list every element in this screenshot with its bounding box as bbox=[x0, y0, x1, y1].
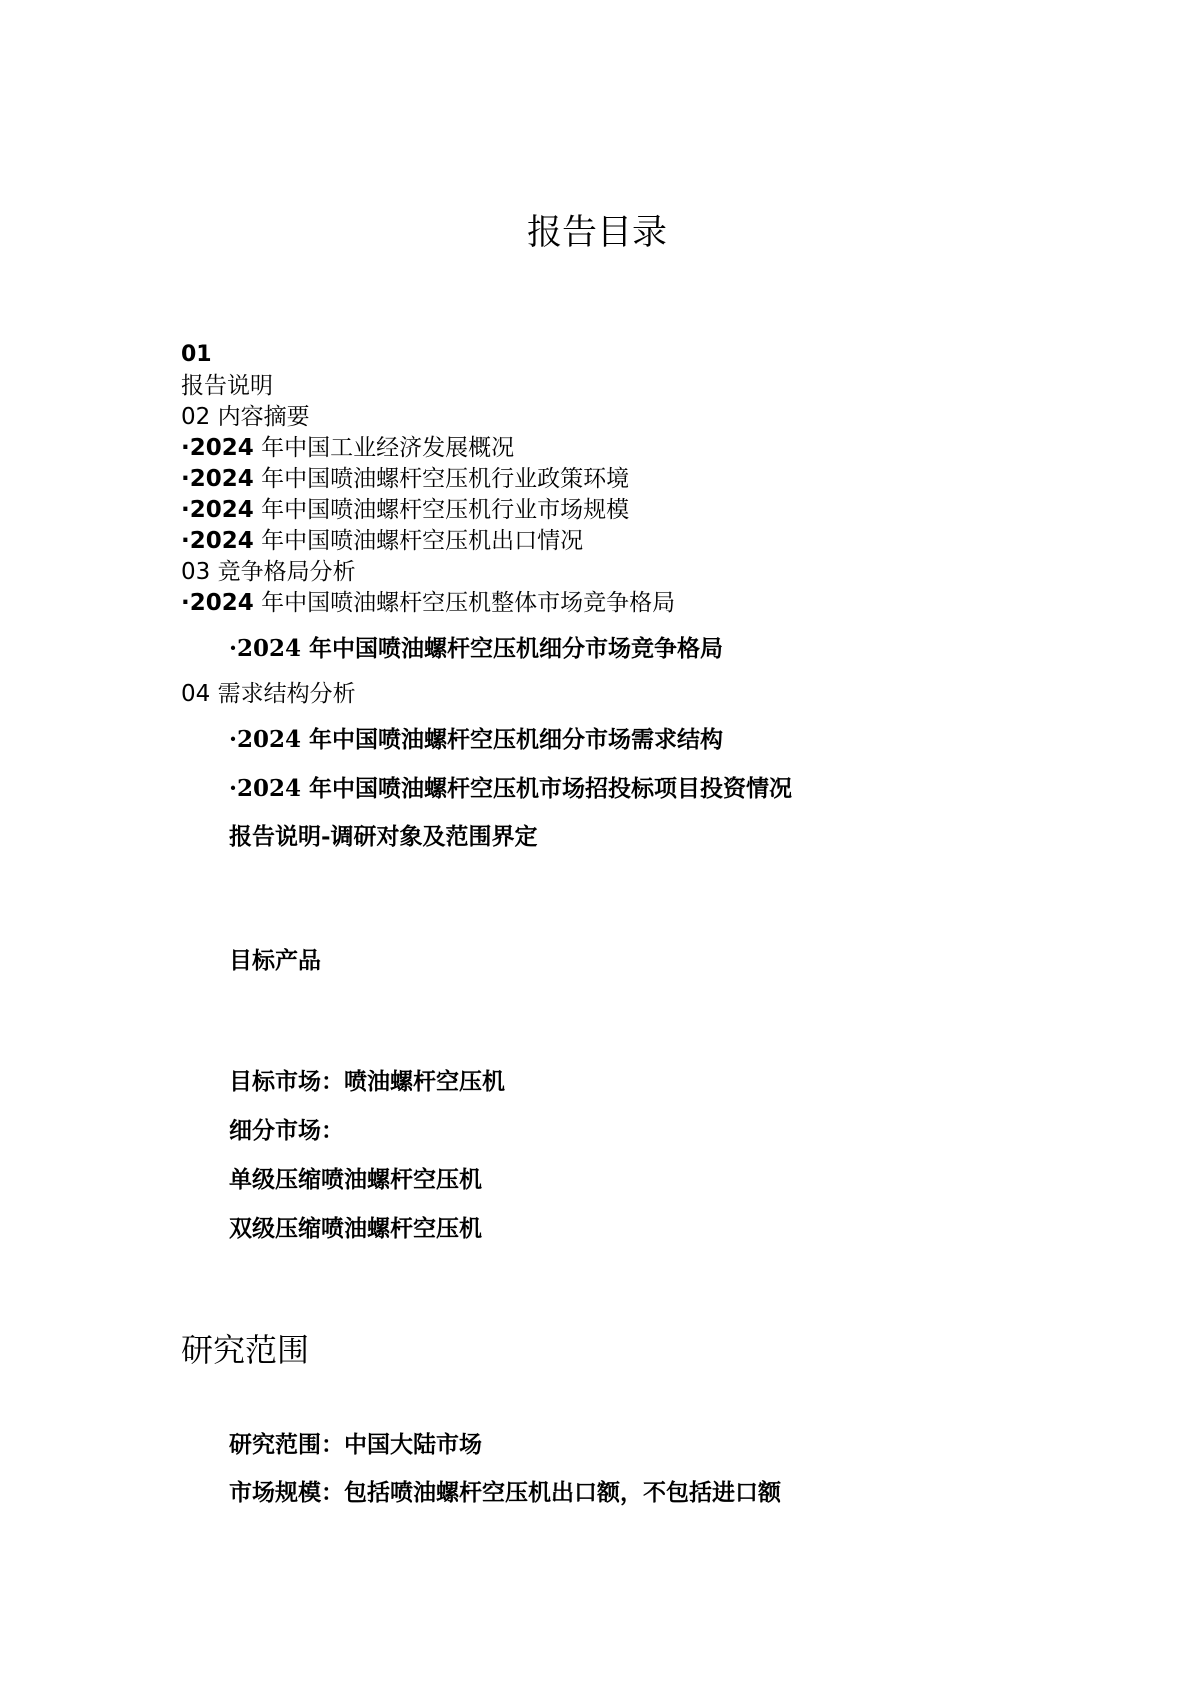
toc-item-year: ·2024 bbox=[229, 726, 302, 753]
toc-item-text: 年中国喷油螺杆空压机整体市场竞争格局 bbox=[261, 590, 676, 616]
section-02-title: 内容摘要 bbox=[217, 404, 310, 430]
toc-item-text: 年中国喷油螺杆空压机细分市场竞争格局 bbox=[309, 635, 724, 662]
section-03-heading bbox=[181, 561, 356, 584]
toc-item-year: ·2024 bbox=[181, 435, 254, 461]
section-04-heading bbox=[181, 683, 356, 706]
toc-item-year: ·2024 bbox=[229, 775, 302, 802]
toc-item bbox=[181, 437, 514, 460]
section-02-heading bbox=[181, 406, 310, 429]
toc-item-year: ·2024 bbox=[181, 528, 254, 554]
research-scope: 研究范围：中国大陆市场 bbox=[229, 1431, 482, 1458]
toc-item-text: 年中国喷油螺杆空压机细分市场需求结构 bbox=[309, 726, 724, 753]
toc-item-text: 年中国喷油螺杆空压机行业市场规模 bbox=[261, 497, 630, 523]
toc-item bbox=[181, 468, 629, 491]
toc-item-text: 年中国工业经济发展概况 bbox=[261, 435, 515, 461]
toc-item bbox=[229, 777, 792, 800]
research-heading: 研究范围 bbox=[181, 1331, 310, 1369]
target-market: 目标市场：喷油螺杆空压机 bbox=[229, 1068, 505, 1095]
section-03-title: 竞争格局分析 bbox=[217, 559, 356, 585]
section-01-number: 01 bbox=[181, 342, 212, 367]
segment-item: 双级压缩喷油螺杆空压机 bbox=[229, 1215, 482, 1242]
page-title: 报告目录 bbox=[527, 213, 668, 253]
toc-item-year: ·2024 bbox=[229, 635, 302, 662]
section-03-number: 03 bbox=[181, 559, 211, 585]
toc-item bbox=[229, 637, 723, 660]
toc-item-text: 年中国喷油螺杆空压机出口情况 bbox=[261, 528, 584, 554]
toc-item-year: ·2024 bbox=[181, 466, 254, 492]
target-product-label: 目标产品 bbox=[229, 947, 321, 974]
toc-item-text: 年中国喷油螺杆空压机市场招投标项目投资情况 bbox=[309, 775, 793, 802]
section-04-title: 需求结构分析 bbox=[217, 681, 356, 707]
section-01-title: 报告说明 bbox=[181, 373, 273, 399]
segment-item: 单级压缩喷油螺杆空压机 bbox=[229, 1166, 482, 1193]
toc-item bbox=[181, 530, 583, 553]
toc-item-text: 年中国喷油螺杆空压机行业政策环境 bbox=[261, 466, 630, 492]
segment-label: 细分市场： bbox=[229, 1117, 344, 1144]
toc-item bbox=[181, 499, 629, 522]
section-04-number: 04 bbox=[181, 681, 211, 707]
toc-item-year: ·2024 bbox=[181, 497, 254, 523]
market-size-scope: 市场规模：包括喷油螺杆空压机出口额，不包括进口额 bbox=[229, 1479, 781, 1506]
toc-item-year: ·2024 bbox=[181, 590, 254, 616]
section-02-number: 02 bbox=[181, 404, 211, 430]
scope-heading: 报告说明-调研对象及范围界定 bbox=[229, 823, 538, 850]
toc-item bbox=[229, 728, 723, 751]
toc-item bbox=[181, 592, 675, 615]
